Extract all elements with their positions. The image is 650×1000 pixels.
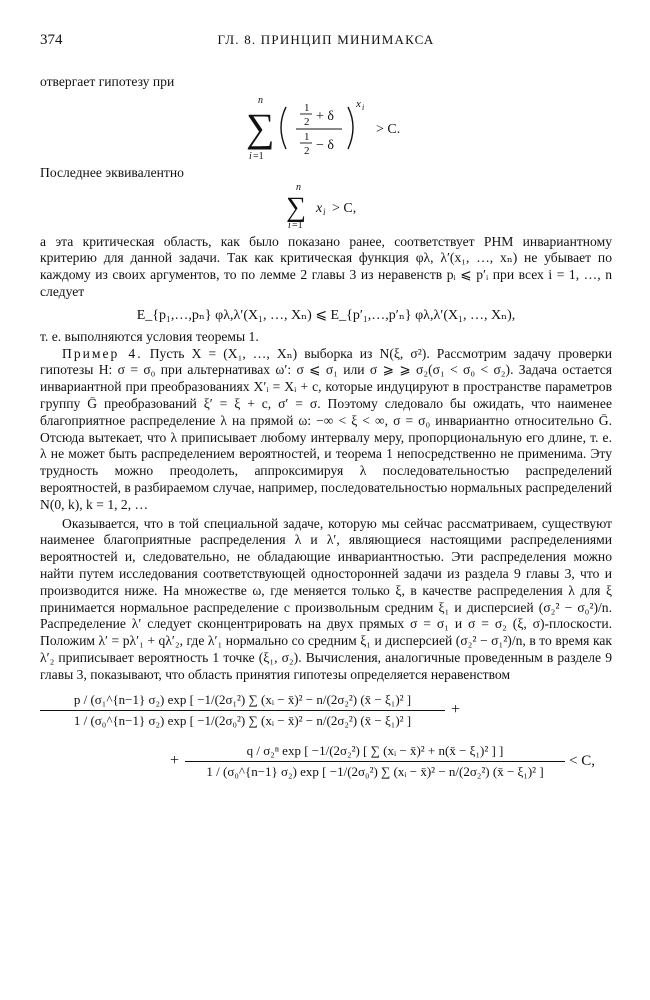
formula-acceptance-region: p / (σ₁^{n−1} σ₂) exp [ −1/(2σ₁²) ∑ (xᵢ − x̄)² − n/(2σ₂²) (x̄ − ξ₁)² ] 1 / (σ₀^{n−1} σ₂) exp [ −1/(2σ₀²) ∑ (xᵢ − x̄)² − n/(2σ₂²) (x̄ − ξ₁)² ] + + q / σ₂ⁿ exp [ −1/(2σ₂²) [ ∑ (xᵢ − x̄)² + n(x̄ − ξ₁)² ] ] 1 / (σ₀^{n−1} σ₂) exp [ −1/(2σ₀²) ∑ (xᵢ − x̄)² − n/(2σ₂²) (x̄ − ξ₁)² ] < C, xyxy=(40,690,612,782)
svg-text:> C.: > C. xyxy=(376,121,401,137)
running-title: ГЛ. 8. ПРИНЦИП МИНИМАКСА xyxy=(217,32,435,47)
book-page xyxy=(40,26,612,782)
fraction-second xyxy=(185,741,565,782)
svg-text:∑: ∑ xyxy=(246,104,275,150)
svg-text:n: n xyxy=(258,94,263,106)
svg-text:− δ: − δ xyxy=(316,137,334,153)
formula-sum-x-graphic xyxy=(40,182,612,232)
svg-text:x: x xyxy=(316,200,323,216)
svg-text:2: 2 xyxy=(304,115,310,128)
paragraph-example-4 xyxy=(40,346,612,514)
formula-sum-x xyxy=(40,182,612,232)
svg-text:n: n xyxy=(296,181,301,193)
formula-expectation-inequality: E_{p₁,…,pₙ} φλ,λ′(X₁, …, Xₙ) ⩽ E_{p′₁,…,p′ₙ} φλ,λ′(X₁, …, Xₙ), xyxy=(136,307,516,323)
svg-text:i: i xyxy=(362,102,365,112)
formula-sum-ratio-graphic xyxy=(40,93,612,161)
paragraph-critical-region: а эта критическая область, как было показано ранее, соответствует РНМ инвариантному критерию для данной задачи. Так как критическая функция φλ, λ′(x₁, …, xₙ) не убывает по каждому из своих аргументов, то по лемме 2 главы 3 из неравенств pᵢ ⩽ p′ᵢ при всех i = 1, …, n следует xyxy=(40,233,612,299)
example-4-text: Пусть X = (X₁, …, Xₙ) выборка из N(ξ, σ²). Рассмотрим задачу проверки гипотезы H: σ = σ₀ при альтернативах ω′: σ ⩽ σ₁ или σ ⩾ ⩾ σ₂(σ₁ < σ₀ < σ₂). Задача остается инвариантной при преобразованиях X′ᵢ = Xᵢ + c, которые индуцируют в пространстве параметров группу Ḡ преобразований ξ′ = ξ + c, σ′ = σ. Поэтому следовало бы ожидать, что наименее благоприятное распределение λ на прямой ω: −∞ < ξ < ∞, σ = σ₀ инвариантно относительно Ḡ. Отсюда вытекает, что λ приписывает любому интервалу меру, пропорциональную его длине, т. е. λ не может быть распределением вероятностей, и теорема 1 непосредственно не применима. Эту трудность можно преодолеть, аппроксимируя λ последовательностью распределений вероятностей, в разбираемом случае, например, последовательностью нормальных распределений N(0, k), k = 1, 2, … xyxy=(40,345,612,512)
svg-text:2: 2 xyxy=(304,144,310,157)
svg-text:1: 1 xyxy=(304,130,310,143)
svg-text:=1: =1 xyxy=(253,150,264,161)
example-lead: Пример 4. xyxy=(62,345,143,361)
svg-text:+ δ: + δ xyxy=(316,108,334,124)
svg-text:x: x xyxy=(356,97,361,110)
paragraph-rejects: отвергает гипотезу при xyxy=(40,74,175,89)
svg-text:i: i xyxy=(249,150,252,161)
second-denominator: 1 / (σ₀^{n−1} σ₂) exp [ −1/(2σ₀²) ∑ (xᵢ − x̄)² − n/(2σ₂²) (x̄ − ξ₁)² ] xyxy=(206,763,544,779)
first-numerator: p / (σ₁^{n−1} σ₂) exp [ −1/(2σ₁²) ∑ (xᵢ − x̄)² − n/(2σ₂²) (x̄ − ξ₁)² ] xyxy=(40,690,445,711)
svg-text:i: i xyxy=(288,219,291,231)
paragraph-least-favorable: Оказывается, что в той специальной задаче, которую мы сейчас рассматриваем, существуют наименее благоприятные распределения λ и λ′, являющиеся настоящими распределениями вероятностей и, следовательно, не обладающие инвариантностью. Эти распределения можно найти путем исследования соответствующей односторонней задачи из раздела 9 главы 3, что и производится ниже. На множестве ω, где меняется только ξ, в качестве распределения λ для ξ принимается нормальное распределение с произвольным средним ξ₁ и дисперсией (σ₂² − σ₀²)/n. Распределение λ′ следует сконцентрировать на двух прямых σ = σ₁ и σ = σ₂ (ξ, σ)-плоскости. Положим λ′ = pλ′₁ + qλ′₂, где λ′₁ нормально со средним ξ₁ и дисперсией (σ₂² − σ₁²)/n, в то время как λ′₂ приписывает вероятность 1 точке (ξ₁, σ₂). Вычисления, аналогичные проведенным в разделе 9 главы 3, показывают, что область принятия гипотезы определяется неравенством xyxy=(40,515,612,682)
formula-tail: < C, xyxy=(569,752,595,769)
page-number: 374 xyxy=(40,32,63,48)
svg-text:i: i xyxy=(323,206,326,217)
running-header xyxy=(40,26,612,50)
paragraph-theorem-conditions: т. е. выполняются условия теоремы 1. xyxy=(40,328,259,344)
svg-text:=1: =1 xyxy=(292,219,303,231)
paragraph-equivalent: Последнее эквивалентно xyxy=(40,164,184,180)
svg-text:1: 1 xyxy=(304,101,310,114)
first-denominator: 1 / (σ₀^{n−1} σ₂) exp [ −1/(2σ₀²) ∑ (xᵢ − x̄)² − n/(2σ₂²) (x̄ − ξ₁)² ] xyxy=(73,712,412,728)
fraction-first xyxy=(40,690,445,731)
second-numerator: q / σ₂ⁿ exp [ −1/(2σ₂²) [ ∑ (xᵢ − x̄)² + n(x̄ − ξ₁)² ] ] xyxy=(185,741,565,762)
svg-text:∑: ∑ xyxy=(286,191,306,223)
svg-text:> C,: > C, xyxy=(332,200,357,216)
formula-sum-ratio xyxy=(40,93,612,161)
